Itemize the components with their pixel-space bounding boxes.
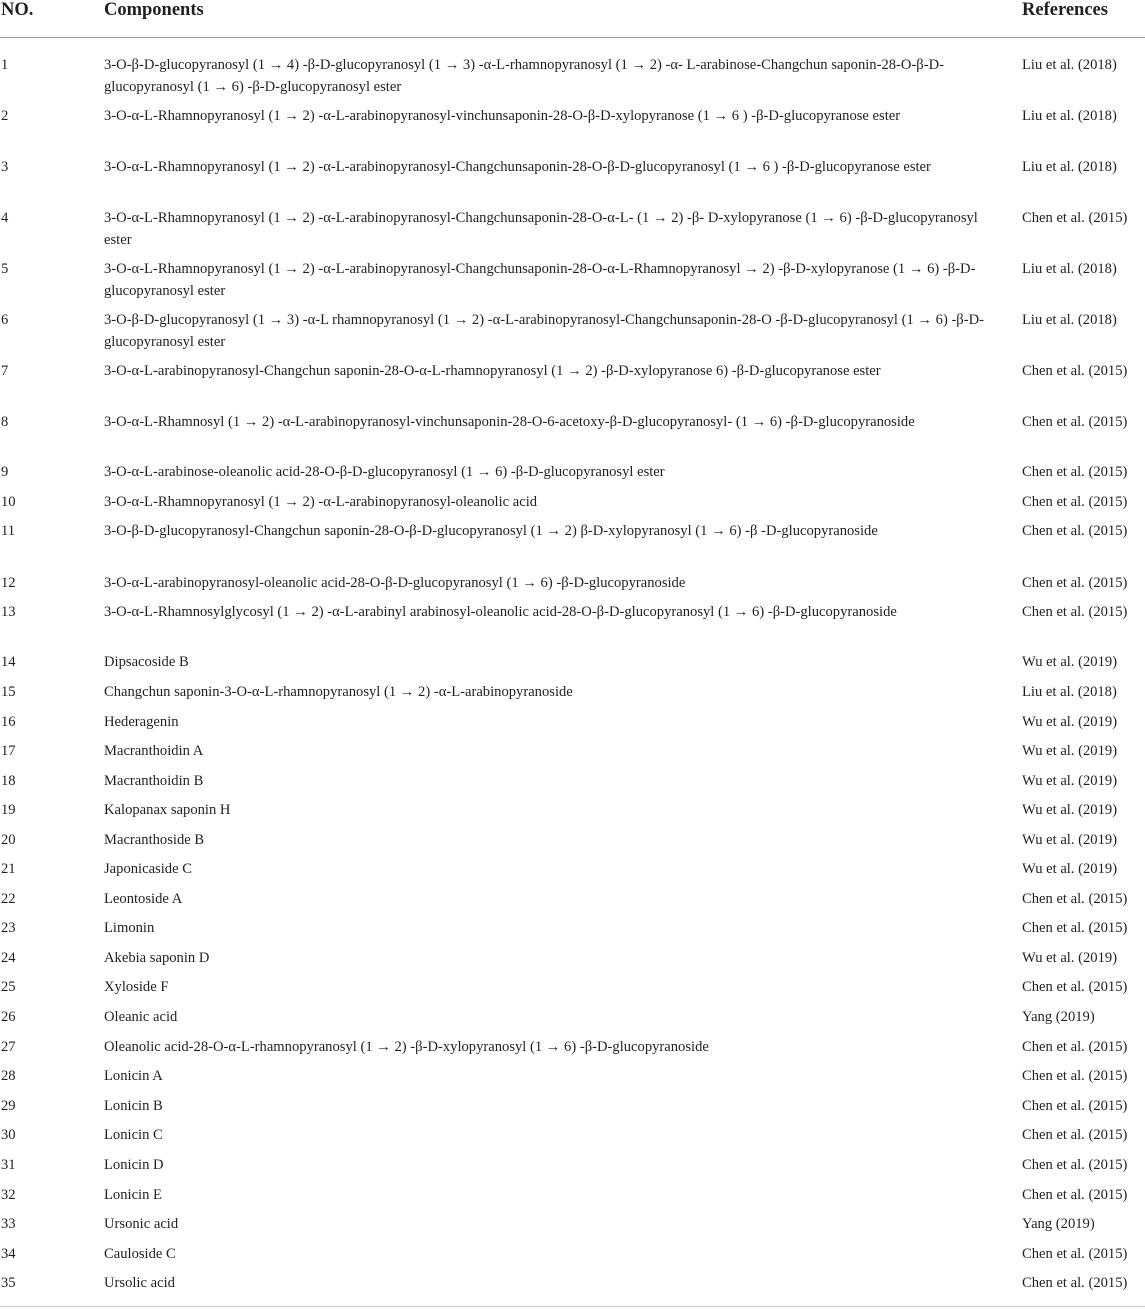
table-row bbox=[0, 1125, 1145, 1147]
reference: Chen et al. (2015) bbox=[1022, 1157, 1128, 1173]
row-number: 19 bbox=[1, 802, 16, 818]
reference: Yang (2019) bbox=[1022, 1216, 1095, 1232]
reference: Chen et al. (2015) bbox=[1022, 1275, 1128, 1291]
row-number: 13 bbox=[1, 604, 16, 620]
component-name: Dipsacoside B bbox=[104, 654, 189, 670]
component-name: Lonicin D bbox=[104, 1157, 164, 1173]
table-row bbox=[0, 1185, 1145, 1207]
component-name: 3-O-α-L-arabinopyranosyl-oleanolic acid-28-O-β-D-glucopyranosyl (1 → 6) -β-D-glucopyranoside bbox=[104, 575, 686, 591]
reference: Chen et al. (2015) bbox=[1022, 575, 1128, 591]
reference: Yang (2019) bbox=[1022, 1009, 1095, 1025]
table-row bbox=[0, 208, 1145, 252]
row-number: 20 bbox=[1, 832, 16, 848]
table-row bbox=[0, 412, 1145, 456]
table-row bbox=[0, 652, 1145, 674]
component-name: Lonicin A bbox=[104, 1068, 163, 1084]
component-name: Leontoside A bbox=[104, 891, 183, 907]
component-name: 3-O-β-D-glucopyranosyl (1 → 3) -α-L rhamnopyranosyl (1 → 2) -α-L-arabinopyranosyl-Changchunsaponin-28-O -β-D-glucopyranosyl (1 → 6) -β-D-glucopyranosyl ester bbox=[104, 312, 984, 350]
table-row bbox=[0, 771, 1145, 793]
table-row bbox=[0, 157, 1145, 201]
table-header bbox=[0, 0, 1145, 38]
table-bottom-rule bbox=[0, 1306, 1145, 1307]
row-number: 15 bbox=[1, 684, 16, 700]
row-number: 29 bbox=[1, 1098, 16, 1114]
row-number: 14 bbox=[1, 654, 16, 670]
row-number: 6 bbox=[1, 312, 9, 328]
component-name: Macranthoidin B bbox=[104, 773, 204, 789]
component-name: Ursolic acid bbox=[104, 1275, 175, 1291]
table-row bbox=[0, 310, 1145, 354]
table-row bbox=[0, 1273, 1145, 1295]
table-row bbox=[0, 977, 1145, 999]
component-name: Ursonic acid bbox=[104, 1216, 179, 1232]
reference: Chen et al. (2015) bbox=[1022, 523, 1128, 539]
table-row bbox=[0, 106, 1145, 150]
component-name: Hederagenin bbox=[104, 714, 179, 730]
row-number: 9 bbox=[1, 464, 9, 480]
row-number: 10 bbox=[1, 494, 16, 510]
component-name: Lonicin E bbox=[104, 1187, 162, 1203]
reference: Liu et al. (2018) bbox=[1022, 57, 1117, 73]
row-number: 22 bbox=[1, 891, 16, 907]
reference: Chen et al. (2015) bbox=[1022, 1039, 1128, 1055]
row-number: 28 bbox=[1, 1068, 16, 1084]
reference: Liu et al. (2018) bbox=[1022, 684, 1117, 700]
component-name: 3-O-α-L-Rhamnosylglycosyl (1 → 2) -α-L-arabinyl arabinosyl-oleanolic acid-28-O-β-D-glucopyranosyl (1 → 6) -β-D-glucopyranoside bbox=[104, 604, 897, 620]
component-name: 3-O-α-L-Rhamnopyranosyl (1 → 2) -α-L-arabinopyranosyl-vinchunsaponin-28-O-β-D-xylopyranose (1 → 6 ) -β-D-glucopyranose ester bbox=[104, 108, 901, 124]
row-number: 16 bbox=[1, 714, 16, 730]
reference: Chen et al. (2015) bbox=[1022, 414, 1128, 430]
row-number: 2 bbox=[1, 108, 9, 124]
header-components: Components bbox=[104, 0, 204, 20]
table-row bbox=[0, 573, 1145, 595]
reference: Liu et al. (2018) bbox=[1022, 261, 1117, 277]
table-row bbox=[0, 859, 1145, 881]
table-row bbox=[0, 1244, 1145, 1266]
row-number: 21 bbox=[1, 861, 16, 877]
header-no: NO. bbox=[1, 0, 34, 20]
reference: Chen et al. (2015) bbox=[1022, 604, 1128, 620]
row-number: 17 bbox=[1, 743, 16, 759]
reference: Chen et al. (2015) bbox=[1022, 1246, 1128, 1262]
table-row bbox=[0, 741, 1145, 763]
table-row bbox=[0, 1155, 1145, 1177]
component-name: 3-O-α-L-Rhamnosyl (1 → 2) -α-L-arabinopyranosyl-vinchunsaponin-28-O-6-acetoxy-β-D-glucopyranosyl- (1 → 6) -β-D-glucopyranoside bbox=[104, 414, 915, 430]
reference: Wu et al. (2019) bbox=[1022, 743, 1118, 759]
component-name: 3-O-α-L-arabinose-oleanolic acid-28-O-β-D-glucopyranosyl (1 → 6) -β-D-glucopyranosyl ester bbox=[104, 464, 665, 480]
component-name: Kalopanax saponin H bbox=[104, 802, 231, 818]
component-name: Akebia saponin D bbox=[104, 950, 210, 966]
component-name: Lonicin B bbox=[104, 1098, 163, 1114]
row-number: 11 bbox=[1, 523, 16, 539]
component-name: 3-O-α-L-Rhamnopyranosyl (1 → 2) -α-L-arabinopyranosyl-Changchunsaponin-28-O-β-D-glucopyranosyl (1 → 6 ) -β-D-glucopyranose ester bbox=[104, 159, 931, 175]
table-row bbox=[0, 712, 1145, 734]
row-number: 33 bbox=[1, 1216, 16, 1232]
reference: Wu et al. (2019) bbox=[1022, 861, 1118, 877]
table-row bbox=[0, 55, 1145, 99]
row-number: 8 bbox=[1, 414, 9, 430]
component-name: Changchun saponin-3-O-α-L-rhamnopyranosyl (1 → 2) -α-L-arabinopyranoside bbox=[104, 684, 573, 700]
reference: Wu et al. (2019) bbox=[1022, 802, 1118, 818]
component-name: 3-O-α-L-Rhamnopyranosyl (1 → 2) -α-L-arabinopyranosyl-Changchunsaponin-28-O-α-L-Rhamnopyranosyl → 2) -β-D-xylopyranose (1 → 6) -β-D-glucopyranosyl ester bbox=[104, 261, 976, 299]
row-number: 24 bbox=[1, 950, 16, 966]
row-number: 1 bbox=[1, 57, 9, 73]
row-number: 31 bbox=[1, 1157, 16, 1173]
table-row bbox=[0, 1096, 1145, 1118]
row-number: 23 bbox=[1, 920, 16, 936]
table-row bbox=[0, 830, 1145, 852]
reference: Wu et al. (2019) bbox=[1022, 714, 1118, 730]
reference: Chen et al. (2015) bbox=[1022, 1068, 1128, 1084]
row-number: 4 bbox=[1, 210, 9, 226]
table-row bbox=[0, 889, 1145, 911]
component-name: Oleanic acid bbox=[104, 1009, 178, 1025]
table-row bbox=[0, 1214, 1145, 1236]
table-row bbox=[0, 259, 1145, 303]
reference: Liu et al. (2018) bbox=[1022, 108, 1117, 124]
row-number: 5 bbox=[1, 261, 9, 277]
component-name: Macranthoside B bbox=[104, 832, 205, 848]
reference: Chen et al. (2015) bbox=[1022, 363, 1128, 379]
component-name: 3-O-α-L-Rhamnopyranosyl (1 → 2) -α-L-arabinopyranosyl-Changchunsaponin-28-O-α-L- (1 → 2) -β- D-xylopyranose (1 → 6) -β-D-glucopyranosyl ester bbox=[104, 210, 978, 248]
table-row bbox=[0, 492, 1145, 514]
component-name: Cauloside C bbox=[104, 1246, 176, 1262]
header-references: References bbox=[1022, 0, 1108, 20]
component-name: Limonin bbox=[104, 920, 155, 936]
component-name: 3-O-α-L-Rhamnopyranosyl (1 → 2) -α-L-arabinopyranosyl-oleanolic acid bbox=[104, 494, 538, 510]
table-row bbox=[0, 1007, 1145, 1029]
component-name: 3-O-α-L-arabinopyranosyl-Changchun saponin-28-O-α-L-rhamnopyranosyl (1 → 2) -β-D-xylopyranose 6) -β-D-glucopyranose ester bbox=[104, 363, 881, 379]
reference: Chen et al. (2015) bbox=[1022, 464, 1128, 480]
table-row bbox=[0, 918, 1145, 940]
row-number: 26 bbox=[1, 1009, 16, 1025]
reference: Liu et al. (2018) bbox=[1022, 312, 1117, 328]
component-name: Japonicaside C bbox=[104, 861, 192, 877]
component-name: Xyloside F bbox=[104, 979, 169, 995]
table-row bbox=[0, 1066, 1145, 1088]
table-row bbox=[0, 1037, 1145, 1059]
row-number: 30 bbox=[1, 1127, 16, 1143]
reference: Chen et al. (2015) bbox=[1022, 494, 1128, 510]
row-number: 34 bbox=[1, 1246, 16, 1262]
reference: Wu et al. (2019) bbox=[1022, 950, 1118, 966]
reference: Wu et al. (2019) bbox=[1022, 832, 1118, 848]
reference: Chen et al. (2015) bbox=[1022, 1098, 1128, 1114]
row-number: 27 bbox=[1, 1039, 16, 1055]
table-row bbox=[0, 682, 1145, 704]
reference: Liu et al. (2018) bbox=[1022, 159, 1117, 175]
reference: Wu et al. (2019) bbox=[1022, 654, 1118, 670]
table-row bbox=[0, 948, 1145, 970]
row-number: 3 bbox=[1, 159, 9, 175]
table-row bbox=[0, 602, 1145, 646]
row-number: 18 bbox=[1, 773, 16, 789]
row-number: 32 bbox=[1, 1187, 16, 1203]
row-number: 12 bbox=[1, 575, 16, 591]
reference: Chen et al. (2015) bbox=[1022, 1127, 1128, 1143]
component-name: Macranthoidin A bbox=[104, 743, 204, 759]
table-row bbox=[0, 361, 1145, 405]
reference: Chen et al. (2015) bbox=[1022, 920, 1128, 936]
table-row bbox=[0, 462, 1145, 484]
reference: Chen et al. (2015) bbox=[1022, 210, 1128, 226]
component-name: Oleanolic acid-28-O-α-L-rhamnopyranosyl (1 → 2) -β-D-xylopyranosyl (1 → 6) -β-D-glucopyranoside bbox=[104, 1039, 709, 1055]
table-row bbox=[0, 521, 1145, 565]
reference: Chen et al. (2015) bbox=[1022, 1187, 1128, 1203]
row-number: 7 bbox=[1, 363, 9, 379]
reference: Chen et al. (2015) bbox=[1022, 979, 1128, 995]
component-name: 3-O-β-D-glucopyranosyl-Changchun saponin-28-O-β-D-glucopyranosyl (1 → 2) β-D-xylopyranosyl (1 → 6) -β -D-glucopyranoside bbox=[104, 523, 878, 539]
component-name: Lonicin C bbox=[104, 1127, 163, 1143]
reference: Wu et al. (2019) bbox=[1022, 773, 1118, 789]
table-row bbox=[0, 800, 1145, 822]
row-number: 35 bbox=[1, 1275, 16, 1291]
row-number: 25 bbox=[1, 979, 16, 995]
component-name: 3-O-β-D-glucopyranosyl (1 → 4) -β-D-glucopyranosyl (1 → 3) -α-L-rhamnopyranosyl (1 → 2) -α- L-arabinose-Changchun saponin-28-O-β-D-glucopyranosyl (1 → 6) -β-D-glucopyranosyl ester bbox=[104, 57, 944, 95]
reference: Chen et al. (2015) bbox=[1022, 891, 1128, 907]
